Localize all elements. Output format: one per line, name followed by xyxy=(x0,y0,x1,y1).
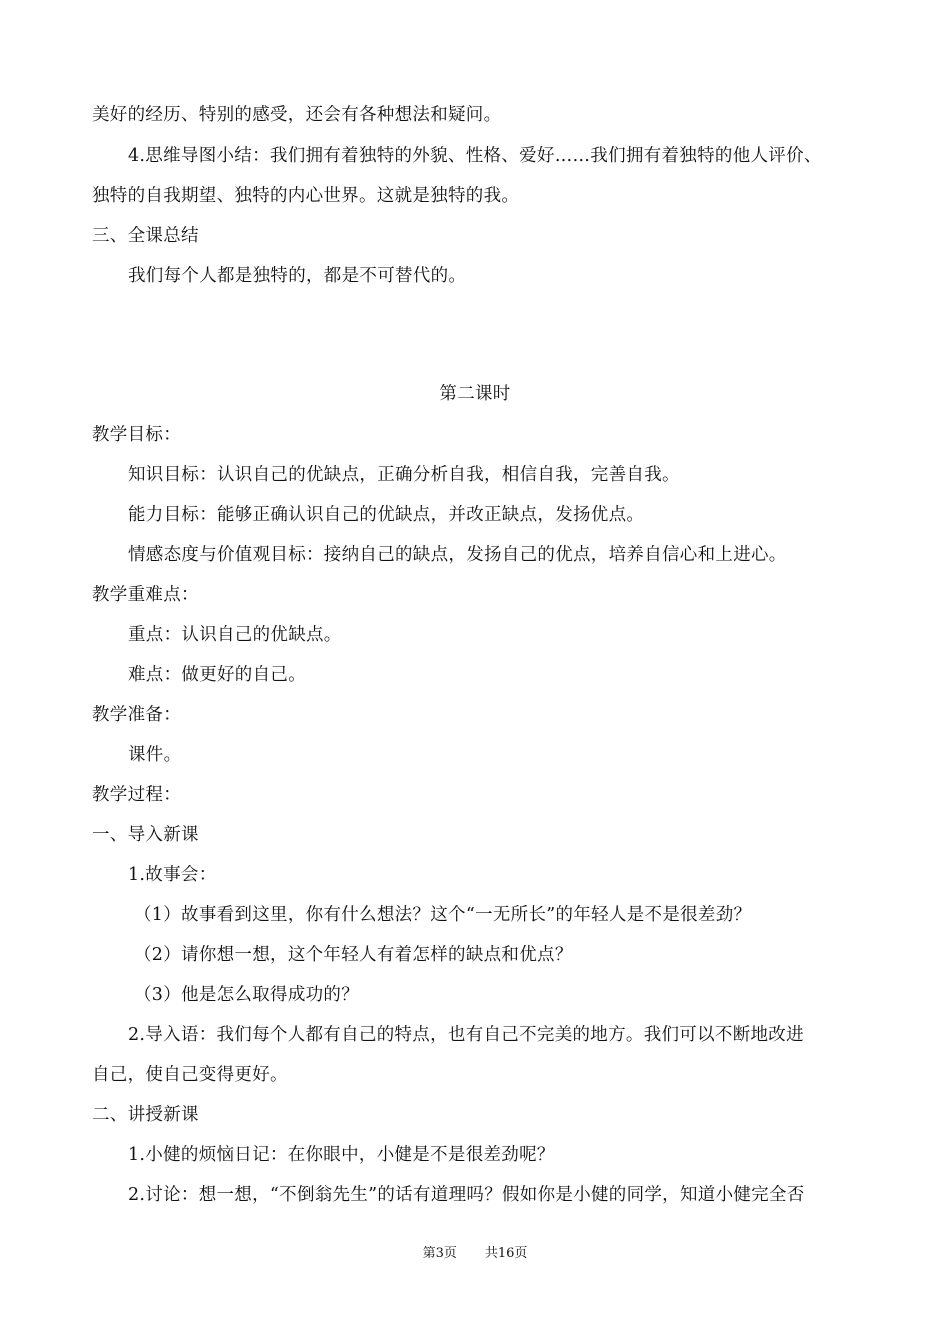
text-line: （3）他是怎么取得成功的？ xyxy=(134,985,360,1005)
lesson-title: 第二课时 xyxy=(439,384,511,404)
section-heading: 一、导入新课 xyxy=(92,825,199,845)
page-total: 共16页 xyxy=(484,1246,528,1261)
text-line: 1.小健的烦恼日记：在你眼中，小健是不是很差劲呢？ xyxy=(128,1145,555,1165)
section-heading: 教学目标： xyxy=(92,425,181,445)
section-heading: 教学重难点： xyxy=(92,585,199,605)
text-line: 我们每个人都是独特的，都是不可替代的。 xyxy=(128,266,467,286)
text-line: 难点：做更好的自己。 xyxy=(128,665,306,685)
page-number: 第3页 xyxy=(422,1246,457,1261)
section-heading: 三、全课总结 xyxy=(92,226,199,246)
text-line: 4.思维导图小结：我们拥有着独特的外貌、性格、爱好……我们拥有着独特的他人评价、 xyxy=(128,146,822,166)
section-heading: 教学准备： xyxy=(92,705,181,725)
section-heading: 教学过程： xyxy=(92,785,181,805)
text-line: 自己，使自己变得更好。 xyxy=(92,1065,288,1085)
text-line: 1.故事会： xyxy=(128,865,217,885)
text-line: （2）请你想一想，这个年轻人有着怎样的缺点和优点？ xyxy=(134,945,573,965)
text-line: 美好的经历、特别的感受，还会有各种想法和疑问。 xyxy=(92,105,502,125)
page-footer xyxy=(0,1245,950,1263)
text-line: 能力目标：能够正确认识自己的优缺点，并改正缺点，发扬优点。 xyxy=(128,505,645,525)
text-line: 独特的自我期望、独特的内心世界。这就是独特的我。 xyxy=(92,186,520,206)
text-line: （1）故事看到这里，你有什么想法？这个“一无所长”的年轻人是不是很差劲？ xyxy=(134,905,752,925)
text-line: 课件。 xyxy=(128,745,182,765)
text-line: 2.导入语：我们每个人都有自己的特点，也有自己不完美的地方。我们可以不断地改进 xyxy=(128,1025,804,1045)
text-line: 重点：认识自己的优缺点。 xyxy=(128,625,342,645)
text-line: 知识目标：认识自己的优缺点，正确分析自我，相信自我，完善自我。 xyxy=(128,465,680,485)
text-line: 情感态度与价值观目标：接纳自己的缺点，发扬自己的优点，培养自信心和上进心。 xyxy=(128,545,787,565)
section-heading: 二、讲授新课 xyxy=(92,1105,199,1125)
text-line: 2.讨论：想一想，“不倒翁先生”的话有道理吗？假如你是小健的同学，知道小健完全否 xyxy=(128,1185,805,1205)
